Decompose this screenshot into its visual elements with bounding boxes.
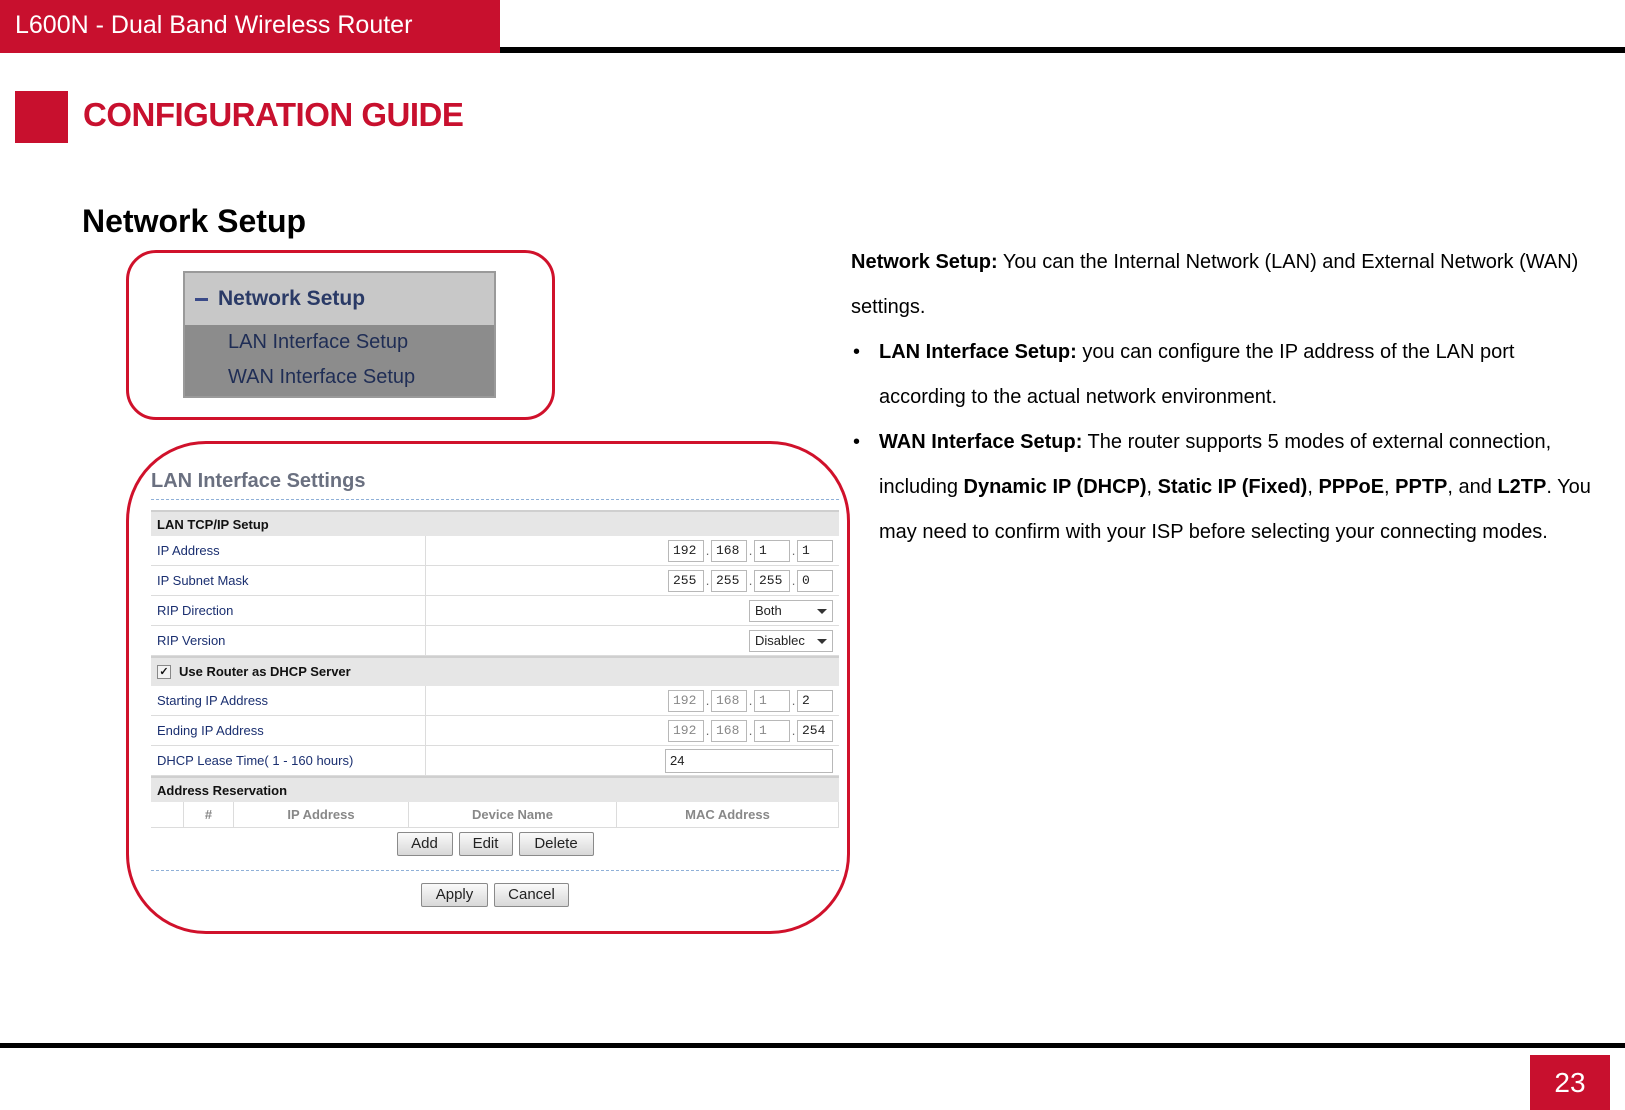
- end-ip-octet-2: 168: [711, 720, 747, 742]
- lease-row: [151, 746, 839, 776]
- subnet-octet-1[interactable]: 255: [668, 570, 704, 592]
- section-marker: [15, 91, 68, 143]
- rip-direction-select[interactable]: [749, 600, 833, 622]
- collapse-icon[interactable]: [195, 298, 208, 301]
- page-title: Network Setup: [82, 203, 307, 239]
- ip-octet-1[interactable]: 192: [668, 540, 704, 562]
- reservation-buttons: [151, 832, 839, 856]
- menu-item-wan-interface[interactable]: WAN Interface Setup: [228, 366, 416, 388]
- subnet-octet-4[interactable]: 0: [797, 570, 833, 592]
- lan-bullet: • LAN Interface Setup: you can configure the IP address of the LAN port according to the actual network environment.: [851, 330, 1591, 420]
- menu-item-lan-interface[interactable]: LAN Interface Setup: [228, 331, 409, 353]
- description: [851, 240, 1591, 555]
- chevron-down-icon: [817, 639, 827, 644]
- divider: [151, 499, 839, 500]
- res-col-ip: IP Address: [234, 802, 409, 827]
- ip-address-label: IP Address: [151, 536, 426, 565]
- cancel-button[interactable]: Cancel: [494, 883, 569, 907]
- res-col-select: [151, 802, 184, 827]
- reservation-table-header: [151, 802, 839, 828]
- document-title: L600N - Dual Band Wireless Router: [0, 0, 500, 53]
- rip-version-value: Disablec: [755, 632, 805, 648]
- lan-settings-panel: [151, 470, 839, 907]
- res-col-index: #: [184, 802, 234, 827]
- dhcp-section-label: Use Router as DHCP Server: [179, 664, 351, 679]
- intro-paragraph: Network Setup: You can the Internal Network (LAN) and External Network (WAN) settings.: [851, 251, 1579, 318]
- end-ip-label: Ending IP Address: [151, 716, 426, 745]
- start-ip-octet-2: 168: [711, 690, 747, 712]
- end-ip-row: Ending IP Address 192 . 168 . 1 . 254: [151, 716, 839, 746]
- subnet-octet-3[interactable]: 255: [754, 570, 790, 592]
- dhcp-checkbox[interactable]: ✓: [157, 665, 171, 679]
- menu-title: Network Setup: [218, 287, 366, 310]
- rip-direction-value: Both: [755, 602, 782, 618]
- subnet-label: IP Subnet Mask: [151, 566, 426, 595]
- rip-version-label: RIP Version: [151, 626, 426, 655]
- wan-bullet: • WAN Interface Setup: The router supports 5 modes of external connection, including Dynamic IP (DHCP), Static IP (Fixed), PPPoE, PPTP, and L2TP. You may need to confirm with your ISP before selecting your connecting modes.: [851, 420, 1591, 555]
- lan-settings-title: LAN Interface Settings: [151, 470, 366, 492]
- form-buttons: [151, 883, 839, 907]
- ip-octet-2[interactable]: 168: [711, 540, 747, 562]
- end-ip-octet-1: 192: [668, 720, 704, 742]
- lease-input[interactable]: 24: [665, 749, 833, 773]
- ip-octet-4[interactable]: 1: [797, 540, 833, 562]
- res-col-mac: MAC Address: [617, 802, 839, 827]
- section-title: CONFIGURATION GUIDE: [83, 96, 464, 133]
- chevron-down-icon: [817, 609, 827, 614]
- header-rule: [500, 47, 1625, 53]
- start-ip-octet-3: 1: [754, 690, 790, 712]
- page-number: 23: [1530, 1055, 1610, 1110]
- rip-version-row: [151, 626, 839, 656]
- rip-direction-row: [151, 596, 839, 626]
- add-button[interactable]: Add: [397, 832, 453, 856]
- ip-address-row: IP Address 192 . 168 . 1 . 1: [151, 536, 839, 566]
- dhcp-section-header: [151, 656, 839, 686]
- res-col-device: Device Name: [409, 802, 617, 827]
- start-ip-octet-4[interactable]: 2: [797, 690, 833, 712]
- network-setup-menu: [183, 271, 496, 398]
- divider: [151, 870, 839, 871]
- rip-direction-label: RIP Direction: [151, 596, 426, 625]
- menu-header[interactable]: [185, 273, 494, 325]
- delete-button[interactable]: Delete: [519, 832, 594, 856]
- subnet-row: IP Subnet Mask 255 . 255 . 255 . 0: [151, 566, 839, 596]
- reservation-section-header: Address Reservation: [151, 776, 839, 802]
- end-ip-octet-3: 1: [754, 720, 790, 742]
- start-ip-label: Starting IP Address: [151, 686, 426, 715]
- rip-version-select[interactable]: [749, 630, 833, 652]
- apply-button[interactable]: Apply: [421, 883, 488, 907]
- ip-octet-3[interactable]: 1: [754, 540, 790, 562]
- start-ip-octet-1: 192: [668, 690, 704, 712]
- end-ip-octet-4[interactable]: 254: [797, 720, 833, 742]
- start-ip-row: Starting IP Address 192 . 168 . 1 . 2: [151, 686, 839, 716]
- lease-label: DHCP Lease Time( 1 - 160 hours): [151, 746, 426, 775]
- footer-rule: [0, 1043, 1625, 1048]
- edit-button[interactable]: Edit: [459, 832, 513, 856]
- subnet-octet-2[interactable]: 255: [711, 570, 747, 592]
- tcpip-section-header: LAN TCP/IP Setup: [151, 510, 839, 536]
